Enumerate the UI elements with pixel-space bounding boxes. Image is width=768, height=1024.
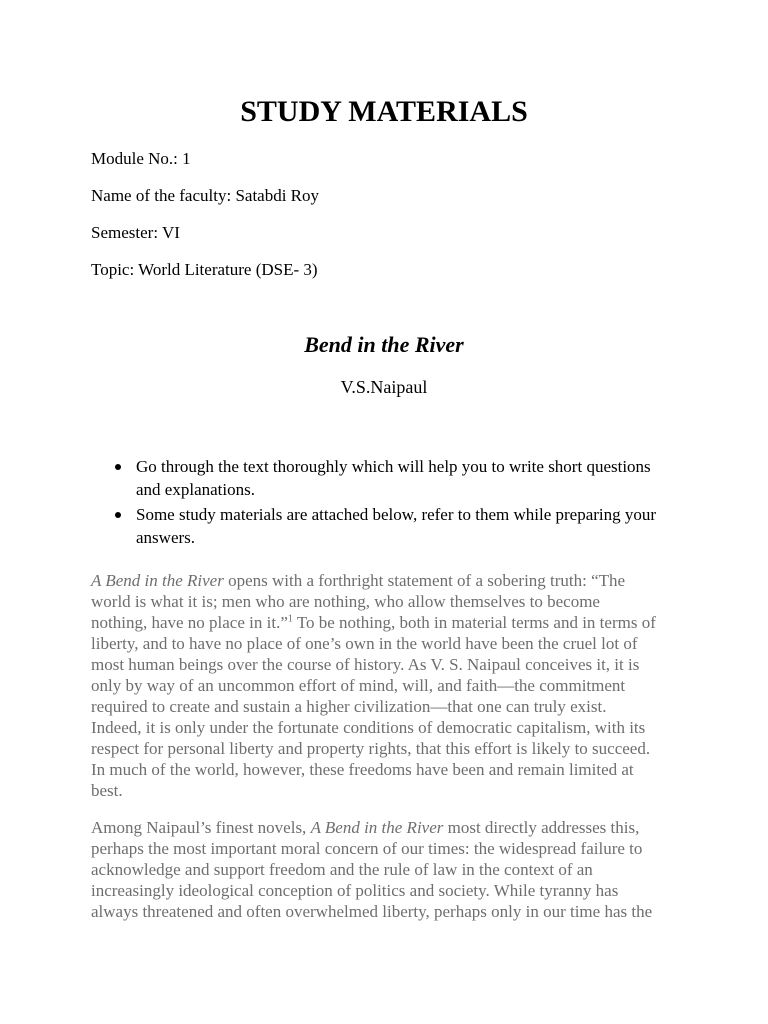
paragraph-line <box>91 817 691 838</box>
text-run: most directly addresses this, <box>443 818 640 837</box>
body-paragraph-1 <box>91 570 691 801</box>
paragraph-line: most human beings over the course of history. As V. S. Naipaul conceives it, it is <box>91 655 640 674</box>
book-title: Bend in the River <box>304 332 464 357</box>
bullet-icon <box>115 512 121 518</box>
text-run: nothing, have no place in it.” <box>91 613 288 632</box>
topic: Topic: World Literature (DSE- 3) <box>91 260 318 279</box>
instruction-line: Go through the text thoroughly which will help you to write short questions <box>136 457 651 476</box>
semester: Semester: VI <box>91 223 180 242</box>
instruction-list <box>112 455 682 551</box>
body-paragraph-2 <box>91 817 691 922</box>
paragraph-line: perhaps the most important moral concern of our times: the widespread failure to <box>91 839 643 858</box>
paragraph-line: liberty, and to have no place of one’s own in the world have been the cruel lot of <box>91 634 638 653</box>
paragraph-line: always threatened and often overwhelmed liberty, perhaps only in our time has the <box>91 902 653 921</box>
paragraph-line: In much of the world, however, these freedoms have been and remain limited at <box>91 760 634 779</box>
book-title-inline: A Bend in the River <box>310 818 444 837</box>
bullet-icon <box>115 464 121 470</box>
paragraph-line: increasingly ideological conception of politics and society. While tyranny has <box>91 881 619 900</box>
instruction-line: answers. <box>136 528 196 547</box>
paragraph-line: acknowledge and support freedom and the rule of law in the context of an <box>91 860 593 879</box>
instruction-item <box>112 455 682 501</box>
text-run: opens with a forthright statement of a sobering truth: “The <box>223 571 626 590</box>
paragraph-line <box>91 570 691 591</box>
paragraph-line: best. <box>91 781 123 800</box>
module-number: Module No.: 1 <box>91 149 191 168</box>
footnote-marker: 1 <box>287 613 293 625</box>
faculty-name: Name of the faculty: Satabdi Roy <box>91 186 320 205</box>
page-title: STUDY MATERIALS <box>240 95 528 128</box>
paragraph-line <box>91 612 691 633</box>
paragraph-line: Indeed, it is only under the fortunate conditions of democratic capitalism, with its <box>91 718 646 737</box>
paragraph-line: respect for personal liberty and property rights, that this effort is likely to succeed. <box>91 739 651 758</box>
instruction-item <box>112 503 682 549</box>
paragraph-line: world is what it is; men who are nothing, who allow themselves to become <box>91 592 600 611</box>
text-run: Among Naipaul’s finest novels, <box>91 818 311 837</box>
text-run: To be nothing, both in material terms and in terms of <box>292 613 656 632</box>
paragraph-line: only by way of an uncommon effort of mind, will, and faith—the commitment <box>91 676 626 695</box>
book-title-inline: A Bend in the River <box>91 571 224 590</box>
book-author: V.S.Naipaul <box>340 377 428 397</box>
instruction-line: and explanations. <box>136 480 255 499</box>
paragraph-line: required to create and sustain a higher civilization—that one can truly exist. <box>91 697 607 716</box>
instruction-line: Some study materials are attached below, refer to them while preparing your <box>136 505 657 524</box>
